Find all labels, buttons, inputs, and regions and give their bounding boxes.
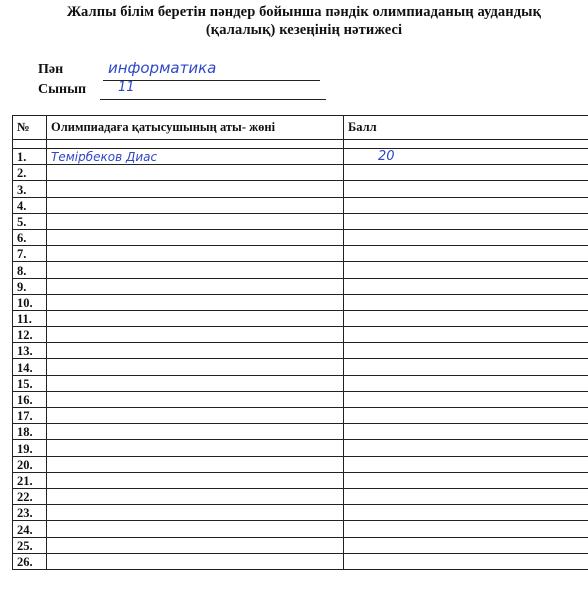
participant-name-cell bbox=[47, 521, 344, 537]
participant-name-cell bbox=[47, 213, 344, 229]
table-row bbox=[13, 391, 588, 407]
score-value bbox=[348, 457, 378, 472]
row-number-cell: 26. bbox=[13, 553, 47, 569]
score-value bbox=[348, 279, 378, 294]
score-value bbox=[348, 376, 378, 391]
score-cell bbox=[344, 327, 588, 343]
table-row bbox=[13, 424, 588, 440]
participant-name-cell bbox=[47, 278, 344, 294]
score-cell bbox=[344, 343, 588, 359]
score-value bbox=[348, 473, 378, 488]
participant-name-cell bbox=[47, 246, 344, 262]
table-row bbox=[13, 343, 588, 359]
participant-name-cell bbox=[47, 391, 344, 407]
row-number-cell: 18. bbox=[13, 424, 47, 440]
score-cell bbox=[344, 246, 588, 262]
table-row bbox=[13, 262, 588, 278]
table-row bbox=[13, 553, 588, 569]
table-row bbox=[13, 472, 588, 488]
score-value bbox=[348, 554, 378, 569]
table-row bbox=[13, 440, 588, 456]
participant-name-cell bbox=[47, 310, 344, 326]
score-cell bbox=[344, 488, 588, 504]
score-value bbox=[348, 505, 378, 520]
score-value: 20 bbox=[378, 149, 395, 165]
participant-name-cell bbox=[47, 440, 344, 456]
column-header-number: № bbox=[13, 116, 47, 140]
row-number-cell: 25. bbox=[13, 537, 47, 553]
score-cell bbox=[344, 456, 588, 472]
participant-name-cell bbox=[47, 488, 344, 504]
score-value bbox=[348, 538, 378, 553]
score-cell bbox=[344, 310, 588, 326]
score-value bbox=[348, 408, 378, 423]
table-header-row bbox=[13, 116, 588, 140]
table-row bbox=[13, 294, 588, 310]
subject-underline bbox=[103, 80, 320, 81]
score-value bbox=[348, 441, 378, 456]
table-row bbox=[13, 213, 588, 229]
participant-name: Темірбеков Диас bbox=[51, 150, 158, 165]
table-row bbox=[13, 181, 588, 197]
row-number-cell: 24. bbox=[13, 521, 47, 537]
score-cell bbox=[344, 181, 588, 197]
row-number-cell: 20. bbox=[13, 456, 47, 472]
score-cell bbox=[344, 391, 588, 407]
score-cell bbox=[344, 537, 588, 553]
document-title-line-2: (қалалық) кезеңінің нәтижесі bbox=[205, 22, 403, 38]
subject-label: Пән bbox=[38, 62, 64, 77]
table-row bbox=[13, 246, 588, 262]
table-row bbox=[13, 456, 588, 472]
table-row bbox=[13, 521, 588, 537]
table-row bbox=[13, 375, 588, 391]
participant-name-cell bbox=[47, 505, 344, 521]
participant-name-cell bbox=[47, 149, 344, 165]
table-row bbox=[13, 408, 588, 424]
score-value bbox=[348, 489, 378, 504]
participant-name-cell bbox=[47, 181, 344, 197]
row-number-cell: 14. bbox=[13, 359, 47, 375]
score-value bbox=[348, 230, 378, 245]
results-table bbox=[12, 115, 588, 570]
score-value bbox=[348, 392, 378, 407]
row-number-cell: 12. bbox=[13, 327, 47, 343]
score-cell bbox=[344, 408, 588, 424]
row-number-cell: 2. bbox=[13, 165, 47, 181]
participant-name-cell bbox=[47, 294, 344, 310]
score-cell bbox=[344, 213, 588, 229]
row-number-cell: 8. bbox=[13, 262, 47, 278]
score-value bbox=[348, 214, 378, 229]
participant-name-cell bbox=[47, 327, 344, 343]
score-value bbox=[348, 263, 378, 278]
score-value bbox=[348, 198, 378, 213]
table-row bbox=[13, 505, 588, 521]
score-cell bbox=[344, 229, 588, 245]
participant-name-cell bbox=[47, 537, 344, 553]
row-number-cell: 15. bbox=[13, 375, 47, 391]
score-value bbox=[348, 246, 378, 261]
score-cell bbox=[344, 165, 588, 181]
table-row bbox=[13, 310, 588, 326]
score-value bbox=[348, 360, 378, 375]
participant-name-cell bbox=[47, 456, 344, 472]
column-header-score: Балл bbox=[344, 116, 588, 140]
participant-name-cell bbox=[47, 262, 344, 278]
table-row bbox=[13, 165, 588, 181]
score-cell bbox=[344, 505, 588, 521]
participant-name-cell bbox=[47, 165, 344, 181]
column-header-participant: Олимпиадаға қатысушының аты- жөні bbox=[47, 116, 344, 140]
score-value bbox=[348, 295, 378, 310]
table-row bbox=[13, 278, 588, 294]
table-row bbox=[13, 359, 588, 375]
table-row bbox=[13, 537, 588, 553]
participant-name-cell bbox=[47, 424, 344, 440]
row-number-cell: 22. bbox=[13, 488, 47, 504]
score-value bbox=[348, 424, 378, 439]
row-number-cell: 13. bbox=[13, 343, 47, 359]
score-cell bbox=[344, 262, 588, 278]
table-row bbox=[13, 327, 588, 343]
score-cell bbox=[344, 278, 588, 294]
score-value bbox=[348, 311, 378, 326]
row-number-cell: 1. bbox=[13, 149, 47, 165]
row-number-cell: 7. bbox=[13, 246, 47, 262]
score-value bbox=[348, 165, 378, 180]
score-cell bbox=[344, 553, 588, 569]
score-cell bbox=[344, 294, 588, 310]
row-number-cell: 11. bbox=[13, 310, 47, 326]
score-value bbox=[348, 327, 378, 342]
row-number-cell: 10. bbox=[13, 294, 47, 310]
table-row bbox=[13, 197, 588, 213]
row-number-cell: 16. bbox=[13, 391, 47, 407]
grade-underline bbox=[100, 99, 326, 100]
participant-name-cell bbox=[47, 375, 344, 391]
score-cell bbox=[344, 359, 588, 375]
row-number-cell: 17. bbox=[13, 408, 47, 424]
score-cell bbox=[344, 197, 588, 213]
table-row bbox=[13, 488, 588, 504]
row-number-cell: 23. bbox=[13, 505, 47, 521]
table-spacer-row bbox=[13, 140, 588, 149]
table-row bbox=[13, 229, 588, 245]
score-cell bbox=[344, 424, 588, 440]
spacer-cell bbox=[47, 140, 344, 149]
spacer-cell bbox=[13, 140, 47, 149]
row-number-cell: 5. bbox=[13, 213, 47, 229]
participant-name-cell bbox=[47, 197, 344, 213]
score-value bbox=[348, 182, 378, 197]
subject-value: информатика bbox=[108, 59, 217, 77]
row-number-cell: 19. bbox=[13, 440, 47, 456]
document-title-line-1: Жалпы білім беретін пәндер бойынша пәндік олимпиаданың аудандық bbox=[66, 4, 542, 20]
row-number-cell: 4. bbox=[13, 197, 47, 213]
score-cell bbox=[344, 440, 588, 456]
participant-name-cell bbox=[47, 359, 344, 375]
score-cell bbox=[344, 375, 588, 391]
row-number-cell: 9. bbox=[13, 278, 47, 294]
participant-name-cell bbox=[47, 553, 344, 569]
grade-value: 11 bbox=[118, 80, 135, 95]
spacer-cell bbox=[344, 140, 588, 149]
score-value bbox=[348, 343, 378, 358]
table-body bbox=[13, 140, 588, 570]
row-number-cell: 21. bbox=[13, 472, 47, 488]
participant-name-cell bbox=[47, 343, 344, 359]
participant-name-cell bbox=[47, 472, 344, 488]
score-cell bbox=[344, 149, 588, 165]
score-cell bbox=[344, 521, 588, 537]
grade-label: Сынып bbox=[38, 82, 87, 97]
participant-name-cell bbox=[47, 229, 344, 245]
score-value bbox=[348, 522, 378, 537]
row-number-cell: 6. bbox=[13, 229, 47, 245]
participant-name-cell bbox=[47, 408, 344, 424]
row-number-cell: 3. bbox=[13, 181, 47, 197]
score-cell bbox=[344, 472, 588, 488]
table-row bbox=[13, 149, 588, 165]
